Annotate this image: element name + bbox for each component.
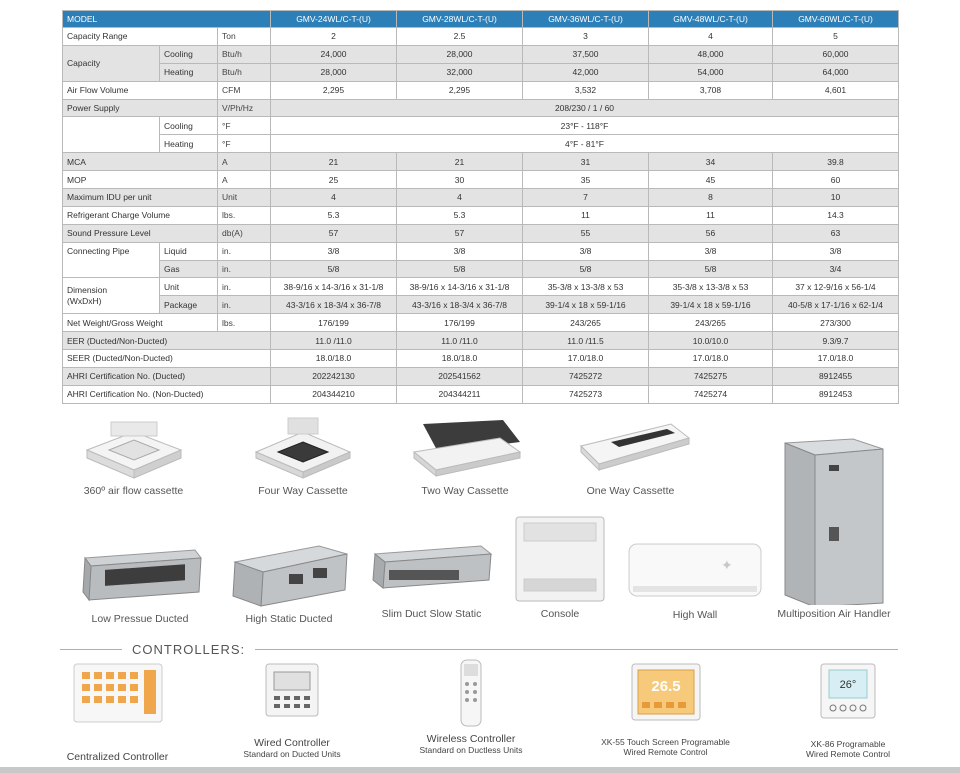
cell: 5/8 [649,260,773,278]
cell: 3/8 [397,242,523,260]
product-low-pressure-ducted [70,540,210,625]
controller-name: XK-86 Programable [810,739,886,749]
row-unit: Btu/h [218,45,271,63]
row-unit: in. [218,296,271,314]
cell: 17.0/18.0 [649,350,773,368]
cell: 56 [649,224,773,242]
product-label: High Wall [672,609,718,621]
table-row [63,385,899,403]
cell: 35-3/8 x 13-3/8 x 53 [523,278,649,296]
row-sublabel: Unit [160,278,218,296]
high-static-ducted-image [229,540,349,610]
cell: 273/300 [773,314,899,332]
cell: 7 [523,189,649,207]
cell: 10 [773,189,899,207]
cell: 11.0 /11.0 [271,332,397,350]
product-high-static-ducted [226,540,352,625]
product-label: Low Pressue Ducted [91,613,189,625]
cell: 28,000 [271,63,397,81]
product-high-wall [624,540,766,621]
cell: 202541562 [397,367,523,385]
cell: 5/8 [271,260,397,278]
controller-subtitle: Standard on Ducted Units [243,749,341,759]
cell: 35-3/8 x 13-3/8 x 53 [649,278,773,296]
cell: 39-1/4 x 18 x 59-1/16 [523,296,649,314]
cell: 2,295 [397,81,523,99]
row-sublabel: Heating [160,135,218,153]
controller-subtitle: Wired Remote Control [805,749,891,759]
cell: 3,708 [649,81,773,99]
table-row [63,189,899,207]
model-name: GMV-28WL/C-T-(U) [397,11,523,28]
table-row [63,350,899,368]
xk55-display-readout: 26.5 [651,678,681,695]
cell: 25 [271,171,397,189]
cell: 3,532 [523,81,649,99]
cell: 5.3 [397,206,523,224]
table-row [63,242,899,260]
cell: 176/199 [271,314,397,332]
cell: 7425273 [523,385,649,403]
product-label: Four Way Cassette [258,485,348,497]
cell: 11 [523,206,649,224]
product-console [510,513,610,620]
low-pressure-ducted-image [75,540,205,610]
controller-name: Centralized Controller [66,751,169,763]
table-row [63,224,899,242]
xk86-display-readout: 26° [839,679,857,691]
row-label: AHRI Certification No. (Ducted) [63,367,271,385]
row-unit: Unit [218,189,271,207]
table-row [63,28,899,46]
cell: 208/230 / 1 / 60 [271,99,899,117]
table-row [63,99,899,117]
cell: 45 [649,171,773,189]
row-label: Connecting Pipe [63,242,160,278]
cell: 37,500 [523,45,649,63]
row-unit: °F [218,117,271,135]
cell: 7425274 [649,385,773,403]
cell: 32,000 [397,63,523,81]
row-sublabel: Gas [160,260,218,278]
row-unit: CFM [218,81,271,99]
controller-subtitle: Wired Remote Control [623,747,708,757]
product-label: Slim Duct Slow Static [381,608,482,620]
row-unit: lbs. [218,314,271,332]
cell: 243/265 [649,314,773,332]
table-header-row [63,11,899,28]
high-wall-image [625,540,765,606]
table-row [63,314,899,332]
row-label: Refrigerant Charge Volume [63,206,218,224]
row-unit: in. [218,278,271,296]
cell: 28,000 [397,45,523,63]
cell: 3 [523,28,649,46]
row-unit: in. [218,242,271,260]
cell: 10.0/10.0 [649,332,773,350]
controller-name: Wireless Controller [426,733,516,745]
console-image [512,513,608,605]
row-label: AHRI Certification No. (Non-Ducted) [63,385,271,403]
product-label: Console [540,608,580,620]
row-unit: A [218,153,271,171]
row-label: MOP [63,171,218,189]
row-sublabel: Cooling [160,117,218,135]
cell: 54,000 [649,63,773,81]
controllers-title: CONTROLLERS: [122,642,255,657]
product-label: Multiposition Air Handler [777,608,891,620]
cell: 7425275 [649,367,773,385]
cassette-360-image [79,412,189,482]
controller-name: Wired Controller [254,737,330,749]
row-sublabel: Package [160,296,218,314]
cell: 11.0 /11.5 [523,332,649,350]
table-row [63,278,899,296]
cell: 5 [773,28,899,46]
cell: 2.5 [397,28,523,46]
cell: 38-9/16 x 14-3/16 x 31-1/8 [397,278,523,296]
controller-name: XK-55 Touch Screen Programable [601,737,730,747]
xk86-controller-image [819,662,877,720]
cell: 204344211 [397,385,523,403]
cell: 31 [523,153,649,171]
row-unit: lbs. [218,206,271,224]
table-row [63,45,899,63]
row-label [63,278,160,314]
row-label: SEER (Ducted/Non-Ducted) [63,350,271,368]
product-label: One Way Cassette [586,485,675,497]
row-unit: °F [218,135,271,153]
row-label: Net Weight/Gross Weight [63,314,218,332]
table-row [63,296,899,314]
row-unit: in. [218,260,271,278]
controllers-heading [60,642,898,656]
cell: 4 [271,189,397,207]
air-handler-image [779,435,889,605]
controller-wireless [401,658,541,755]
row-unit: A [218,171,271,189]
row-label: Power Supply [63,99,218,117]
product-label: 360º air flow cassette [83,485,184,497]
row-label [63,117,160,153]
cell: 17.0/18.0 [773,350,899,368]
cell: 40-5/8 x 17-1/16 x 62-1/4 [773,296,899,314]
model-header: MODEL [63,11,271,28]
slim-duct-image [369,540,494,605]
product-air-handler [768,435,900,620]
cell: 11 [649,206,773,224]
row-label: Maximum IDU per unit [63,189,218,207]
row-label: EER (Ducted/Non-Ducted) [63,332,271,350]
cell: 5/8 [523,260,649,278]
row-unit: db(A) [218,224,271,242]
model-name: GMV-24WL/C-T-(U) [271,11,397,28]
model-name: GMV-36WL/C-T-(U) [523,11,649,28]
cell: 4,601 [773,81,899,99]
table-row [63,135,899,153]
product-label: Two Way Cassette [421,485,509,497]
row-sublabel: Liquid [160,242,218,260]
row-label: Air Flow Volume [63,81,218,99]
row-label: MCA [63,153,218,171]
cell: 21 [397,153,523,171]
cell: 18.0/18.0 [397,350,523,368]
table-row [63,332,899,350]
cell: 24,000 [271,45,397,63]
dimension-sublabel: (WxDxH) [67,295,102,306]
dimension-label: Dimension [67,284,108,295]
cell: 243/265 [523,314,649,332]
cell: 3/8 [271,242,397,260]
cell: 7425272 [523,367,649,385]
cell: 35 [523,171,649,189]
row-unit: V/Ph/Hz [218,99,271,117]
spec-table [62,10,899,404]
cell: 60,000 [773,45,899,63]
model-name: GMV-48WL/C-T-(U) [649,11,773,28]
table-row [63,63,899,81]
cell: 5/8 [397,260,523,278]
row-unit: Btu/h [218,63,271,81]
table-row [63,153,899,171]
four-way-cassette-image [248,412,358,482]
cell: 23°F - 118°F [271,117,899,135]
svg-text:✦: ✦ [721,558,733,574]
cell: 176/199 [397,314,523,332]
cell: 4 [649,28,773,46]
cell: 57 [397,224,523,242]
table-row [63,81,899,99]
cell: 5.3 [271,206,397,224]
model-name: GMV-60WL/C-T-(U) [773,11,899,28]
cell: 57 [271,224,397,242]
cell: 48,000 [649,45,773,63]
row-unit: Ton [218,28,271,46]
cell: 3/8 [773,242,899,260]
cell: 17.0/18.0 [523,350,649,368]
cell: 4 [397,189,523,207]
cell: 34 [649,153,773,171]
controller-subtitle: Standard on Ductless Units [419,745,523,755]
cell: 39.8 [773,153,899,171]
cell: 3/8 [649,242,773,260]
cell: 18.0/18.0 [271,350,397,368]
wireless-remote-image [459,658,483,728]
cell: 63 [773,224,899,242]
table-row [63,367,899,385]
wired-controller-image [264,662,320,718]
cell: 202242130 [271,367,397,385]
cell: 4°F - 81°F [271,135,899,153]
cell: 3/4 [773,260,899,278]
table-row [63,260,899,278]
cell: 43-3/16 x 18-3/4 x 36-7/8 [397,296,523,314]
row-sublabel: Heating [160,63,218,81]
cell: 11.0 /11.0 [397,332,523,350]
controller-xk55 [583,662,748,757]
product-slim-duct [365,540,498,620]
cell: 21 [271,153,397,171]
cell: 8912453 [773,385,899,403]
cell: 43-3/16 x 18-3/4 x 36-7/8 [271,296,397,314]
cell: 2 [271,28,397,46]
cell: 3/8 [523,242,649,260]
cell: 38-9/16 x 14-3/16 x 31-1/8 [271,278,397,296]
product-one-way-cassette [563,412,698,497]
row-label: Sound Pressure Level [63,224,218,242]
bottom-edge-bar [0,767,960,773]
table-row [63,171,899,189]
controller-wired [222,662,362,759]
row-label: Capacity [63,45,160,81]
product-four-way-cassette [238,412,368,497]
table-row [63,117,899,135]
controller-xk86 [788,662,908,759]
cell: 9.3/9.7 [773,332,899,350]
cell: 64,000 [773,63,899,81]
cell: 60 [773,171,899,189]
row-sublabel: Cooling [160,45,218,63]
one-way-cassette-image [571,412,691,482]
cell: 8912455 [773,367,899,385]
table-row [63,206,899,224]
cell: 2,295 [271,81,397,99]
row-label: Capacity Range [63,28,218,46]
product-two-way-cassette [400,412,530,497]
product-360-cassette [66,412,201,497]
cell: 42,000 [523,63,649,81]
cell: 204344210 [271,385,397,403]
centralized-controller-image [72,662,164,724]
cell: 30 [397,171,523,189]
cell: 14.3 [773,206,899,224]
two-way-cassette-image [408,412,523,482]
product-label: High Static Ducted [245,613,333,625]
cell: 37 x 12-9/16 x 56-1/4 [773,278,899,296]
controller-centralized [55,662,180,763]
cell: 55 [523,224,649,242]
cell: 39-1/4 x 18 x 59-1/16 [649,296,773,314]
cell: 8 [649,189,773,207]
